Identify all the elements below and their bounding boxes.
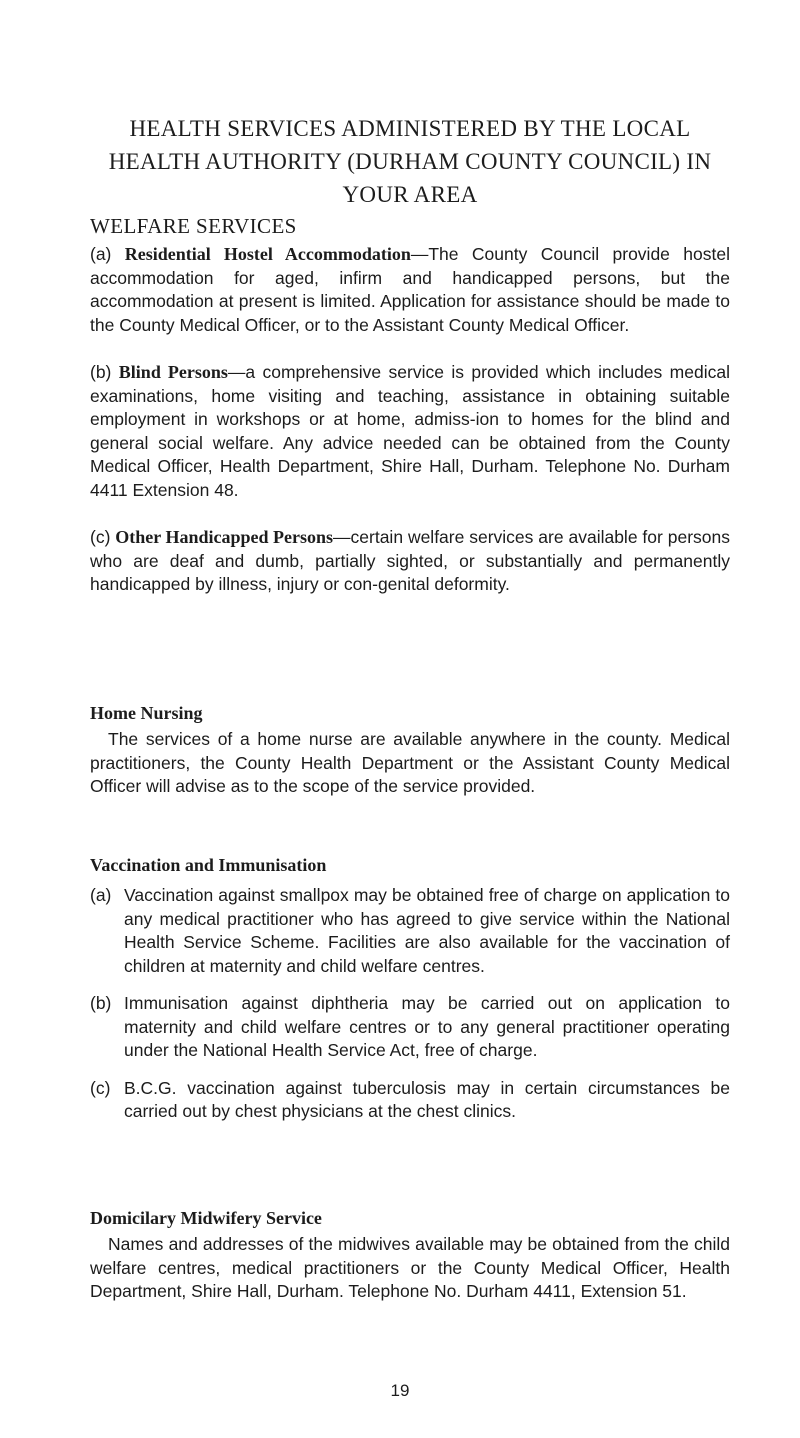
vaccination-item-b-text: Immunisation against diphtheria may be carried out on application to maternity and child welfare centres or to any general practitioner operating under the National Health Service Act, free of charge. <box>124 993 730 1060</box>
vaccination-section <box>90 855 730 1138</box>
vaccination-item-c <box>90 1077 730 1124</box>
welfare-item-b-text: —a comprehensive service is provided which includes medical examinations, home visiting and teaching, assistance in obtaining suitable employment in workshops or at home, admiss-ion to homes for the blind and general social welfare. Any advice needed can be obtained from the County Medical Officer, Health Department, Shire Hall, Durham. Telephone No. Durham 4411 Extension 48. <box>90 362 730 500</box>
welfare-item-c-mark: (c) <box>90 527 111 547</box>
vaccination-heading: Vaccination and Immunisation <box>90 855 327 875</box>
welfare-item-b-mark: (b) <box>90 362 112 382</box>
welfare-item-a-lead: Residential Hostel Accommodation <box>124 244 411 264</box>
midwifery-text: Names and addresses of the midwives available may be obtained from the child welfare centres, medical practitioners or the County Medical Officer, Health Department, Shire Hall, Durham. Telephone No. Durham 4411, Extension 51. <box>90 1234 730 1301</box>
home-nursing-heading: Home Nursing <box>90 703 203 723</box>
welfare-item-c-text: —certain welfare services are available for persons who are deaf and dumb, partially sighted, or substantially and permanently handicapped by illness, injury or con-genital deformity. <box>90 527 730 594</box>
welfare-services-heading: WELFARE SERVICES <box>90 214 297 238</box>
welfare-item-c-lead: Other Handicapped Persons <box>115 527 334 547</box>
vaccination-item-c-text: B.C.G. vaccination against tuberculosis may in certain circumstances be carried out by chest physicians at the chest clinics. <box>124 1077 730 1121</box>
welfare-item-a <box>90 243 730 337</box>
vaccination-item-c-mark: (c) <box>90 1077 111 1098</box>
vaccination-item-a <box>90 884 730 978</box>
midwifery-heading: Domicilary Midwifery Service <box>90 1208 322 1228</box>
vaccination-item-a-text: Vaccination against smallpox may be obtained free of charge on application to any medical practitioner who has agreed to give service within the National Health Service Scheme. Facilities are also available for the vaccination of children at maternity and child welfare centres. <box>124 885 730 976</box>
home-nursing-section <box>90 703 730 799</box>
home-nursing-text: The services of a home nurse are available anywhere in the county. Medical practitioners, the County Health Department or the Assistant County Medical Officer will advise as to the scope of the service provided. <box>90 729 730 796</box>
page-number: 19 <box>390 1381 410 1400</box>
vaccination-item-b-mark: (b) <box>90 993 112 1013</box>
welfare-item-a-mark: (a) <box>90 244 112 264</box>
midwifery-section <box>90 1208 730 1304</box>
page-title: HEALTH SERVICES ADMINISTERED BY THE LOCAL HEALTH AUTHORITY (DURHAM COUNTY COUNCIL) IN YOUR AREA <box>108 116 712 207</box>
welfare-item-b <box>90 361 730 502</box>
vaccination-item-b <box>90 992 730 1063</box>
vaccination-item-a-mark: (a) <box>90 885 112 905</box>
welfare-item-b-lead: Blind Persons <box>118 362 228 382</box>
welfare-item-c <box>90 526 730 597</box>
welfare-item-a-text: —The County Council provide hostel accommodation for aged, infirm and handicapped persons, but the accommodation at present is limited. Application for assistance should be made to the County Medical Officer, or to the Assistant County Medical Officer. <box>90 244 731 335</box>
welfare-services-section <box>90 214 730 597</box>
